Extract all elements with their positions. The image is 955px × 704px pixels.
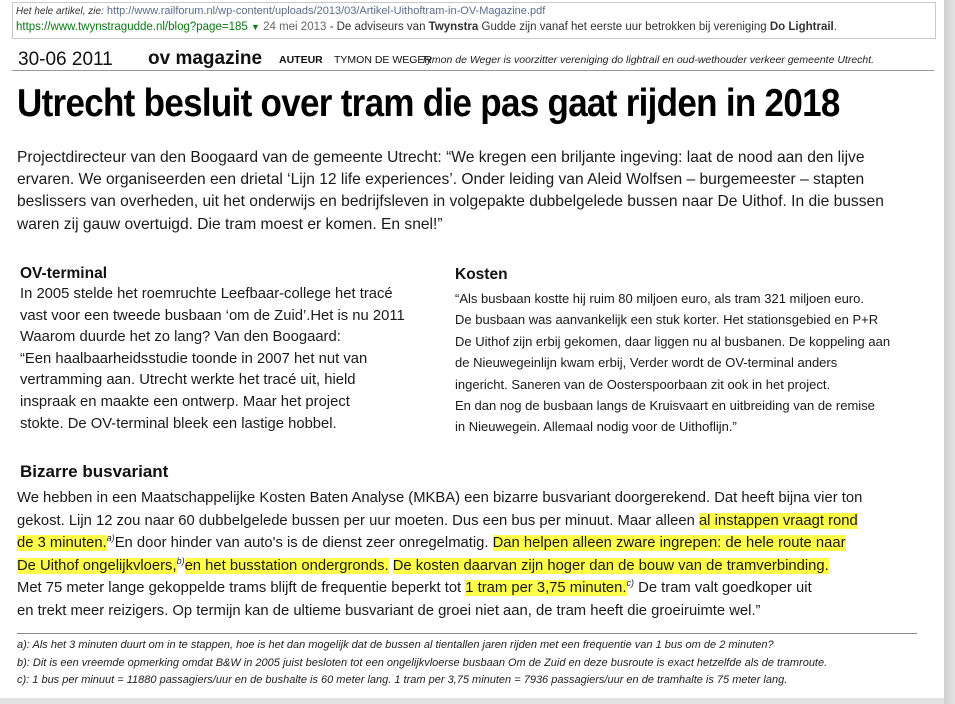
bizarre-text: en trekt meer reizigers. Op termijn kan de ultieme busvariant de groei niet aan, de tram heeft die groeiruimte wel.” <box>17 602 761 619</box>
author-label: AUTEUR <box>279 54 323 66</box>
ov-terminal-line: Waarom duurde het zo lang? Van den Boogaard: <box>20 329 341 346</box>
ov-terminal-line: stokte. De OV-terminal bleek een lastige hobbel. <box>20 415 337 432</box>
kosten-line: in Nieuwegein. Allemaal nodig voor de Uithoflijn.” <box>455 419 737 435</box>
bizarre-line <box>17 555 862 578</box>
intro-line: beslissers van overheden, uit het onderwijs en bedrijfsleven in volgepakte dubbelgelede bussen naar De Uithof. In die bussen <box>17 193 884 211</box>
section-heading-ov-terminal: OV-terminal <box>20 265 107 282</box>
dropdown-arrow-icon[interactable]: ▼ <box>250 22 260 32</box>
source-line-1 <box>16 5 545 17</box>
ov-terminal-line: vertramming aan. Utrecht werkte het tracé uit, hield <box>20 372 356 389</box>
footnote-b: b): Dit is een vreemde opmerking omdat B&W in 2005 juist besloten tot een ongelijkvloerse busbaan Om de Zuid en deze busroute is exact hetzelfde als de tramroute. <box>17 656 828 669</box>
bizarre-text: Met 75 meter lange gekoppelde trams blijft de frequentie beperkt tot <box>17 580 462 597</box>
intro-line: waren zij gauw overtuigd. Die tram moest er komen. En snel!” <box>17 215 443 233</box>
section-heading-kosten: Kosten <box>455 266 508 283</box>
bizarre-paragraph <box>17 487 862 623</box>
highlighted-text: de 3 minuten. <box>17 535 107 552</box>
ov-terminal-line: inspraak en maakte een ontwerp. Maar het project <box>20 393 350 410</box>
article-headline: Utrecht besluit over tram die pas gaat rijden in 2018 <box>17 82 840 125</box>
footnote-a: a): Als het 3 minuten duurt om in te stappen, hoe is het dan mogelijk dat de bussen al tientallen jaren rijden met een frequentie van 1 bus om de 2 minuten? <box>17 639 774 651</box>
bizarre-line <box>17 532 862 555</box>
bizarre-text: We hebben in een Maatschappelijke Kosten Baten Analyse (MKBA) een bizarre busvariant doorgerekend. Dat heeft bijna vier ton <box>17 490 863 506</box>
author-name: TYMON DE WEGER <box>334 54 433 66</box>
ov-terminal-paragraph <box>20 284 405 435</box>
article-meta-bar <box>12 48 934 71</box>
source-url-railforum[interactable]: http://www.railforum.nl/wp-content/uploads/2013/03/Artikel-Uithoftram-in-OV-Magazine.pdf <box>106 5 546 17</box>
next-page-strip <box>0 698 944 704</box>
bizarre-text: gekost. Lijn 12 zou naar 60 dubbelgelede bussen per uur moeten. Dus een bus per minuut. Maar alleen <box>17 512 695 529</box>
magazine-name: ov magazine <box>148 48 263 69</box>
highlighted-text: al instappen vraagt rond <box>698 512 858 529</box>
highlighted-text: Dan helpen alleen zware ingrepen: de hele route naar <box>492 535 846 552</box>
bizarre-text: En door hinder van auto's is de dienst zeer onregelmatig. <box>114 535 489 552</box>
kosten-line: En dan nog de busbaan langs de Kruisvaart en uitbreiding van de remise <box>455 398 875 414</box>
intro-paragraph <box>17 147 884 236</box>
source-line-2 <box>16 21 837 33</box>
source-date: 24 mei 2013 <box>263 21 327 33</box>
intro-line: Projectdirecteur van den Boogaard van de gemeente Utrecht: “We kregen een briljante ingeving: laat de nood aan den lijve <box>17 149 865 166</box>
ov-terminal-line: “Een haalbaarheidsstudie toonde in 2007 het nut van <box>20 350 368 367</box>
kosten-line: De Uithof zijn erbij gekomen, daar liggen nu al busbanen. De koppeling aan <box>455 333 891 349</box>
kosten-line: ingericht. Saneren van de Oosterspoorbaan zit ook in het project. <box>455 376 831 392</box>
page-edge <box>944 0 955 704</box>
article-date: 30-06 2011 <box>18 49 113 70</box>
bizarre-line <box>17 487 862 510</box>
source-snippet-end: . <box>833 21 837 33</box>
footnote-divider <box>17 633 917 634</box>
highlighted-text: en het busstation ondergronds. <box>184 557 389 574</box>
source-snippet-text-mid: Gudde zijn vanaf het eerste uur betrokken bij vereniging <box>481 21 767 33</box>
ov-terminal-line: vast voor een tweede busbaan ‘om de Zuid’.Het is nu 2011 <box>20 307 405 324</box>
bizarre-line <box>17 510 862 533</box>
author-description: Tymon de Weger is voorzitter vereniging do lightrail en oud-wethouder verkeer gemeente Utrecht. <box>421 54 875 66</box>
kosten-line: “Als busbaan kostte hij ruim 80 miljoen euro, als tram 321 miljoen euro. <box>455 291 864 306</box>
kosten-line: De busbaan was aanvankelijk een stuk korter. Het stationsgebied en P+R <box>455 312 879 328</box>
highlighted-text: De Uithof ongelijkvloers, <box>17 557 177 574</box>
source-snippet-bold-1: Twynstra <box>428 21 479 33</box>
bizarre-line <box>17 600 862 623</box>
bizarre-line <box>17 577 862 600</box>
source-snippet-bold-2: Do Lightrail <box>769 21 834 33</box>
footnote-marker-c: c) <box>626 578 635 589</box>
highlighted-text: De kosten daarvan zijn hoger dan de bouw van de tramverbinding. <box>392 557 829 574</box>
ov-terminal-line: In 2005 stelde het roemruchte Leefbaar-college het tracé <box>20 286 393 302</box>
source-url-twynstragudde[interactable]: https://www.twynstragudde.nl/blog?page=185 <box>16 21 248 33</box>
source-links-box <box>12 2 936 39</box>
footnote-marker-a: a) <box>106 533 115 544</box>
footnotes <box>17 637 827 690</box>
intro-line: ervaren. We organiseerden een drietal ‘Lijn 12 life experiences’. Onder leiding van Aleid Wolfsen – burgemeester – stapten <box>17 171 865 189</box>
footnote-c: c): 1 bus per minuut = 11880 passagiers/uur en de bushalte is 60 meter lang. 1 tram per 3,75 minuten = 7936 passagiers/uur en de tramhalte is 75 meter lang. <box>17 674 788 686</box>
section-heading-bizarre-busvariant: Bizarre busvariant <box>20 462 169 481</box>
kosten-line: de Nieuwegeinlijn kwam erbij, Verder wordt de OV-terminal anders <box>455 355 838 371</box>
bizarre-text: De tram valt goedkoper uit <box>638 580 812 597</box>
footnote-marker-b: b) <box>176 555 185 566</box>
source-snippet-text: - De adviseurs van <box>329 21 426 33</box>
source-prefix: Het hele artikel, zie: <box>16 6 104 17</box>
kosten-paragraph <box>455 288 890 438</box>
highlighted-text: 1 tram per 3,75 minuten. <box>465 580 627 597</box>
